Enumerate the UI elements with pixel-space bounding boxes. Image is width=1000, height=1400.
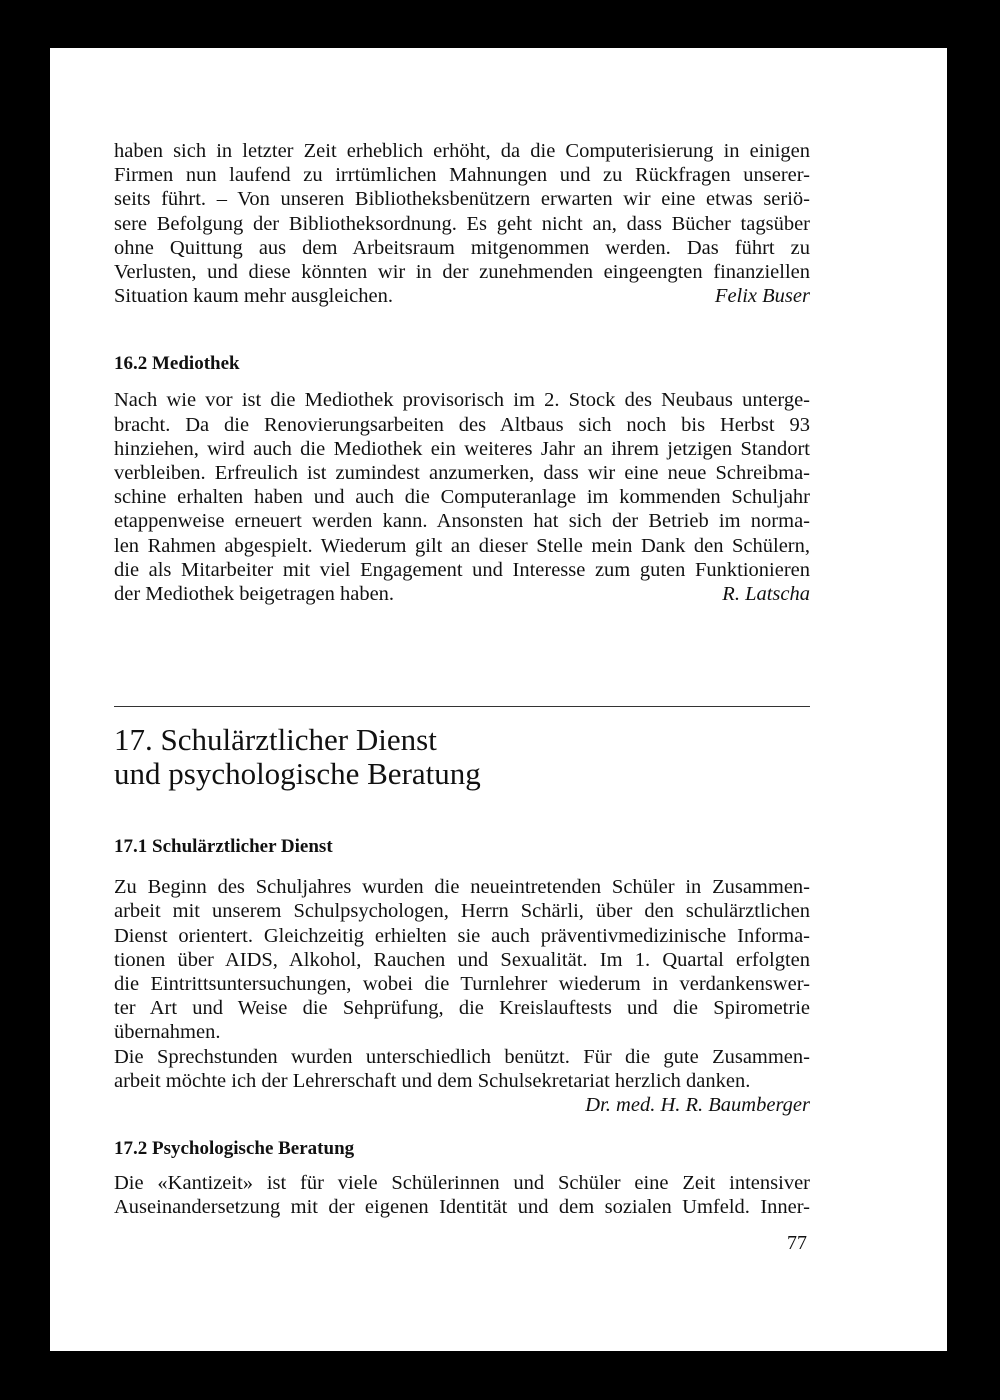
text-line: die Eintrittsuntersuchungen, wobei die Turnlehrer wiederum in verdankenswer- <box>114 973 810 996</box>
closing-line-mediothek <box>114 582 810 606</box>
text-line: tionen über AIDS, Alkohol, Rauchen und Sexualität. Im 1. Quartal erfolgten <box>114 948 810 971</box>
text-line: ohne Quittung aus dem Arbeitsraum mitgenommen werden. Das führt zu <box>114 236 810 259</box>
text-line: hinziehen, wird auch die Mediothek ein weiteres Jahr an ihrem jetzigen Standort <box>114 437 810 460</box>
heading-16-2: 16.2 Mediothek <box>114 353 240 375</box>
signature-r-latscha: R. Latscha <box>722 583 810 606</box>
text-line: Die Sprechstunden wurden unterschiedlich benützt. Für die gute Zusammen- <box>114 1045 810 1068</box>
text-line: haben sich in letzter Zeit erheblich erhöht, da die Computerisierung in einigen <box>114 140 810 162</box>
text-line: Auseinandersetzung mit der eigenen Identität und dem sozialen Umfeld. Inner- <box>114 1196 810 1219</box>
text-line: der Mediothek beigetragen haben. <box>114 583 395 606</box>
page-number: 77 <box>787 1232 807 1254</box>
text-line: Firmen nun laufend zu irrtümlichen Mahnungen und zu Rückfragen unserer- <box>114 164 810 187</box>
chapter-title-line-2: und psychologische Beratung <box>114 756 481 792</box>
text-line: seits führt. – Von unseren Bibliotheksbenützern erwarten wir eine etwas seriö- <box>114 188 810 211</box>
paragraph-psych-counseling <box>114 1171 810 1219</box>
text-line: sere Befolgung der Bibliotheksordnung. Es geht nicht an, dass Bücher tagsüber <box>114 212 810 235</box>
text-line: len Rahmen abgespielt. Wiederum gilt an dieser Stelle mein Dank den Schülern, <box>114 534 810 557</box>
text-line: Die «Kantizeit» ist für viele Schülerinnen und Schüler eine Zeit intensiver <box>114 1172 810 1195</box>
text-line: Nach wie vor ist die Mediothek provisorisch im 2. Stock des Neubaus unterge- <box>114 389 810 412</box>
document-page <box>50 48 947 1351</box>
page-content <box>114 139 810 1220</box>
text-line: schine erhalten haben und auch die Computeranlage im kommenden Schuljahr <box>114 486 810 509</box>
paragraph-consultation <box>114 1045 810 1069</box>
text-line: die als Mitarbeiter mit viel Engagement und Interesse zum guten Funktionieren <box>114 558 810 581</box>
heading-17-1: 17.1 Schulärztlicher Dienst <box>114 836 333 858</box>
text-line: Verlusten, und diese könnten wir in der zunehmenden eingeengten finanziellen <box>114 261 810 284</box>
text-line: verbleiben. Erfreulich ist zumindest anzumerken, dass wir eine neue Schreibma- <box>114 462 810 485</box>
text-line: übernahmen. <box>114 1021 221 1044</box>
text-line: Zu Beginn des Schuljahres wurden die neueintretenden Schüler in Zusammen- <box>114 876 810 899</box>
text-line: ter Art und Weise die Sehprüfung, die Kreislauftests und die Spirometrie <box>114 997 810 1020</box>
text-line: Dienst orientert. Gleichzeitig erhielten sie auch präventivmedizinische Informa- <box>114 924 810 947</box>
paragraph-mediothek <box>114 388 810 582</box>
text-line: etappenweise erneuert werden kann. Ansonsten hat sich der Betrieb im norma- <box>114 510 810 533</box>
paragraph-library-tail <box>114 139 810 284</box>
paragraph-school-doctor <box>114 875 810 1020</box>
text-line: bracht. Da die Renovierungsarbeiten des Altbaus sich noch bis Herbst 93 <box>114 413 810 436</box>
signature-baumberger: Dr. med. H. R. Baumberger <box>585 1094 810 1117</box>
heading-17-2: 17.2 Psychologische Beratung <box>114 1138 355 1160</box>
text-line: arbeit möchte ich der Lehrerschaft und dem Schulsekretariat herzlich danken. <box>114 1069 751 1092</box>
signature-felix-buser: Felix Buser <box>714 285 810 308</box>
closing-line-library <box>114 284 810 308</box>
text-line: Situation kaum mehr ausgleichen. <box>114 285 393 308</box>
text-line: arbeit mit unserem Schulpsychologen, Herrn Schärli, über den schulärztlichen <box>114 900 810 923</box>
chapter-title <box>114 723 810 791</box>
chapter-title-line-1: 17. Schulärztlicher Dienst <box>114 722 437 758</box>
